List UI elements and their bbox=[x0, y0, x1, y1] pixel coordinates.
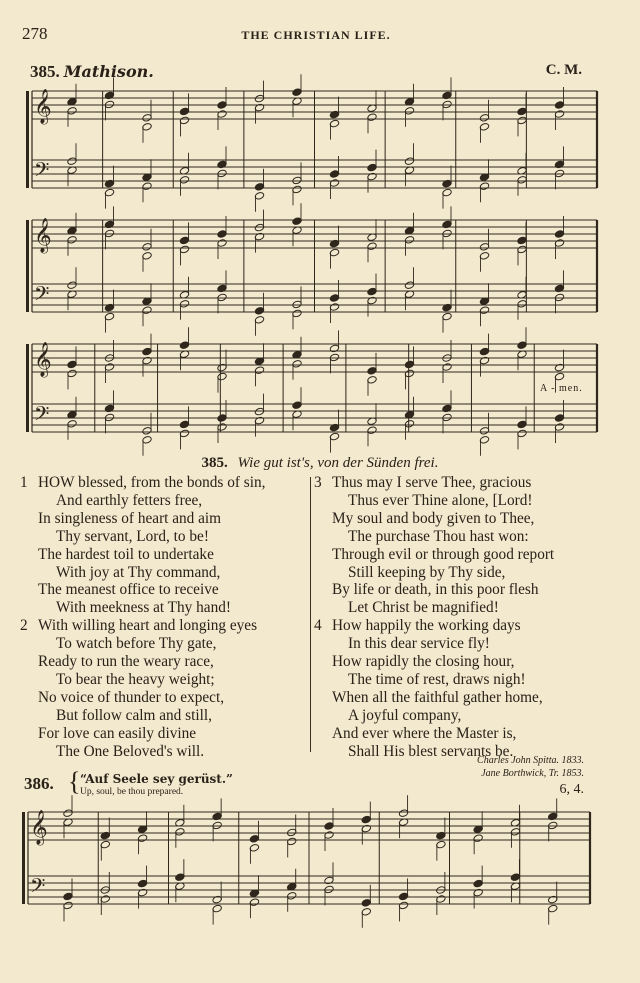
verse-line bbox=[314, 474, 614, 492]
verse-text: With willing heart and longing eyes bbox=[38, 617, 258, 635]
verse-line bbox=[20, 617, 308, 635]
hymn-386-english-title: Up, soul, be thou prepared. bbox=[80, 787, 184, 797]
verse-text: Still keeping by Thy side, bbox=[348, 563, 506, 581]
verse-text: And earthly fetters free, bbox=[56, 491, 203, 509]
verse-text: How happily the working days bbox=[332, 617, 521, 635]
verse-line bbox=[20, 492, 308, 510]
verse-line bbox=[20, 564, 308, 582]
running-head: THE CHRISTIAN LIFE. bbox=[241, 28, 391, 42]
verse-line bbox=[20, 653, 308, 671]
verses-left-column bbox=[20, 474, 308, 761]
verse-line bbox=[20, 528, 308, 546]
verse-text: My soul and body given to Thee, bbox=[332, 509, 535, 527]
verses-right-column bbox=[314, 474, 614, 761]
verse-line bbox=[20, 725, 308, 743]
verse-line bbox=[20, 599, 308, 617]
verse-line bbox=[20, 474, 308, 492]
verse-number: 1 bbox=[20, 474, 28, 491]
hymn-number: 385. bbox=[201, 455, 228, 471]
verse-text: Let Christ be magnified! bbox=[348, 599, 499, 617]
verse-text: The hardest toil to undertake bbox=[38, 545, 214, 563]
hymn-first-line-german: Wie gut ist's, von der Sünden frei. bbox=[237, 455, 439, 471]
page-number: 278 bbox=[22, 24, 48, 43]
verse-line bbox=[314, 707, 614, 725]
author-credit: Charles John Spitta. 1833. bbox=[477, 755, 584, 766]
verse-line bbox=[20, 743, 308, 761]
verse-text: For love can easily divine bbox=[38, 724, 197, 742]
verse-line bbox=[314, 492, 614, 510]
system-brace bbox=[26, 344, 29, 432]
treble-clef-icon: 𝄞 bbox=[34, 218, 52, 253]
verse-line bbox=[314, 599, 614, 617]
system-brace bbox=[22, 812, 25, 904]
verse-line bbox=[20, 546, 308, 564]
verse-text: Thus may I serve Thee, gracious bbox=[332, 474, 532, 491]
brace-icon: { bbox=[68, 767, 81, 796]
verse-text: The One Beloved's will. bbox=[56, 742, 205, 760]
verse-text: Thy servant, Lord, to be! bbox=[56, 527, 209, 545]
verse-line bbox=[314, 510, 614, 528]
verse-text: Ready to run the weary race, bbox=[38, 653, 214, 671]
verse-text: With meekness at Thy hand! bbox=[56, 599, 231, 617]
hymn-386-heading bbox=[24, 768, 584, 798]
amen-text: A - men. bbox=[540, 383, 583, 394]
system-brace bbox=[26, 91, 29, 188]
verse-line bbox=[314, 546, 614, 564]
treble-clef-icon: 𝄞 bbox=[30, 810, 48, 845]
verse-text: In this dear service fly! bbox=[348, 635, 490, 653]
tune-meter: C. M. bbox=[545, 62, 582, 78]
verse-number: 2 bbox=[20, 617, 28, 635]
verse-line bbox=[314, 581, 614, 599]
verse-line bbox=[20, 671, 308, 689]
verse-text: When all the faithful gather home, bbox=[332, 688, 543, 706]
tune-name: Mathison. bbox=[63, 62, 154, 81]
verse-text: No voice of thunder to expect, bbox=[38, 688, 225, 706]
verse-text: Shall His blest servants be. bbox=[348, 742, 514, 760]
verse-text: In singleness of heart and aim bbox=[38, 509, 222, 527]
verse-line bbox=[314, 725, 614, 743]
hymn-title bbox=[0, 455, 640, 472]
verse-text: How rapidly the closing hour, bbox=[332, 653, 515, 671]
verse-line bbox=[314, 564, 614, 582]
verse-line bbox=[20, 707, 308, 725]
verse-line bbox=[20, 510, 308, 528]
system-brace bbox=[26, 220, 29, 312]
verse-line bbox=[314, 635, 614, 653]
tune-number: 385. bbox=[30, 62, 60, 81]
verse-line bbox=[314, 671, 614, 689]
column-divider bbox=[310, 477, 311, 752]
hymn-386-german-title: “Auf Seele sey gerüst.” bbox=[80, 772, 233, 786]
verse-text: The purchase Thou hast won: bbox=[348, 527, 529, 545]
verse-text: But follow calm and still, bbox=[56, 706, 212, 724]
verse-text: A joyful company, bbox=[348, 706, 462, 724]
verse-text: To bear the heavy weight; bbox=[56, 670, 215, 688]
verse-text: And ever where the Master is, bbox=[332, 724, 517, 742]
verse-line bbox=[20, 635, 308, 653]
verse-text: The meanest office to receive bbox=[38, 581, 219, 599]
verse-text: HOW blessed, from the bonds of sin, bbox=[38, 474, 266, 491]
verse-line bbox=[20, 581, 308, 599]
verse-number: 4 bbox=[314, 617, 322, 635]
bass-clef-icon: 𝄢 bbox=[34, 402, 50, 430]
verse-text: With joy at Thy command, bbox=[56, 563, 221, 581]
verse-line bbox=[314, 689, 614, 707]
bass-clef-icon: 𝄢 bbox=[34, 282, 50, 310]
treble-clef-icon: 𝄞 bbox=[34, 89, 52, 124]
verse-line bbox=[314, 617, 614, 635]
verse-text: The time of rest, draws nigh! bbox=[348, 670, 526, 688]
verse-number: 3 bbox=[314, 474, 322, 491]
verse-text: To watch before Thy gate, bbox=[56, 635, 217, 653]
verse-line bbox=[20, 689, 308, 707]
verse-text: Through evil or through good report bbox=[332, 545, 555, 563]
verse-text: Thus ever Thine alone, [Lord! bbox=[348, 491, 533, 509]
verse-line bbox=[314, 653, 614, 671]
hymn-386-meter: 6, 4. bbox=[559, 782, 584, 797]
treble-clef-icon: 𝄞 bbox=[34, 342, 52, 377]
bass-clef-icon: 𝄢 bbox=[30, 874, 46, 902]
verse-text: By life or death, in this poor flesh bbox=[332, 581, 539, 599]
verse-line bbox=[314, 528, 614, 546]
bass-clef-icon: 𝄢 bbox=[34, 158, 50, 186]
hymn-386-number: 386. bbox=[24, 774, 54, 793]
translator-credit: Jane Borthwick, Tr. 1853. bbox=[481, 768, 584, 779]
